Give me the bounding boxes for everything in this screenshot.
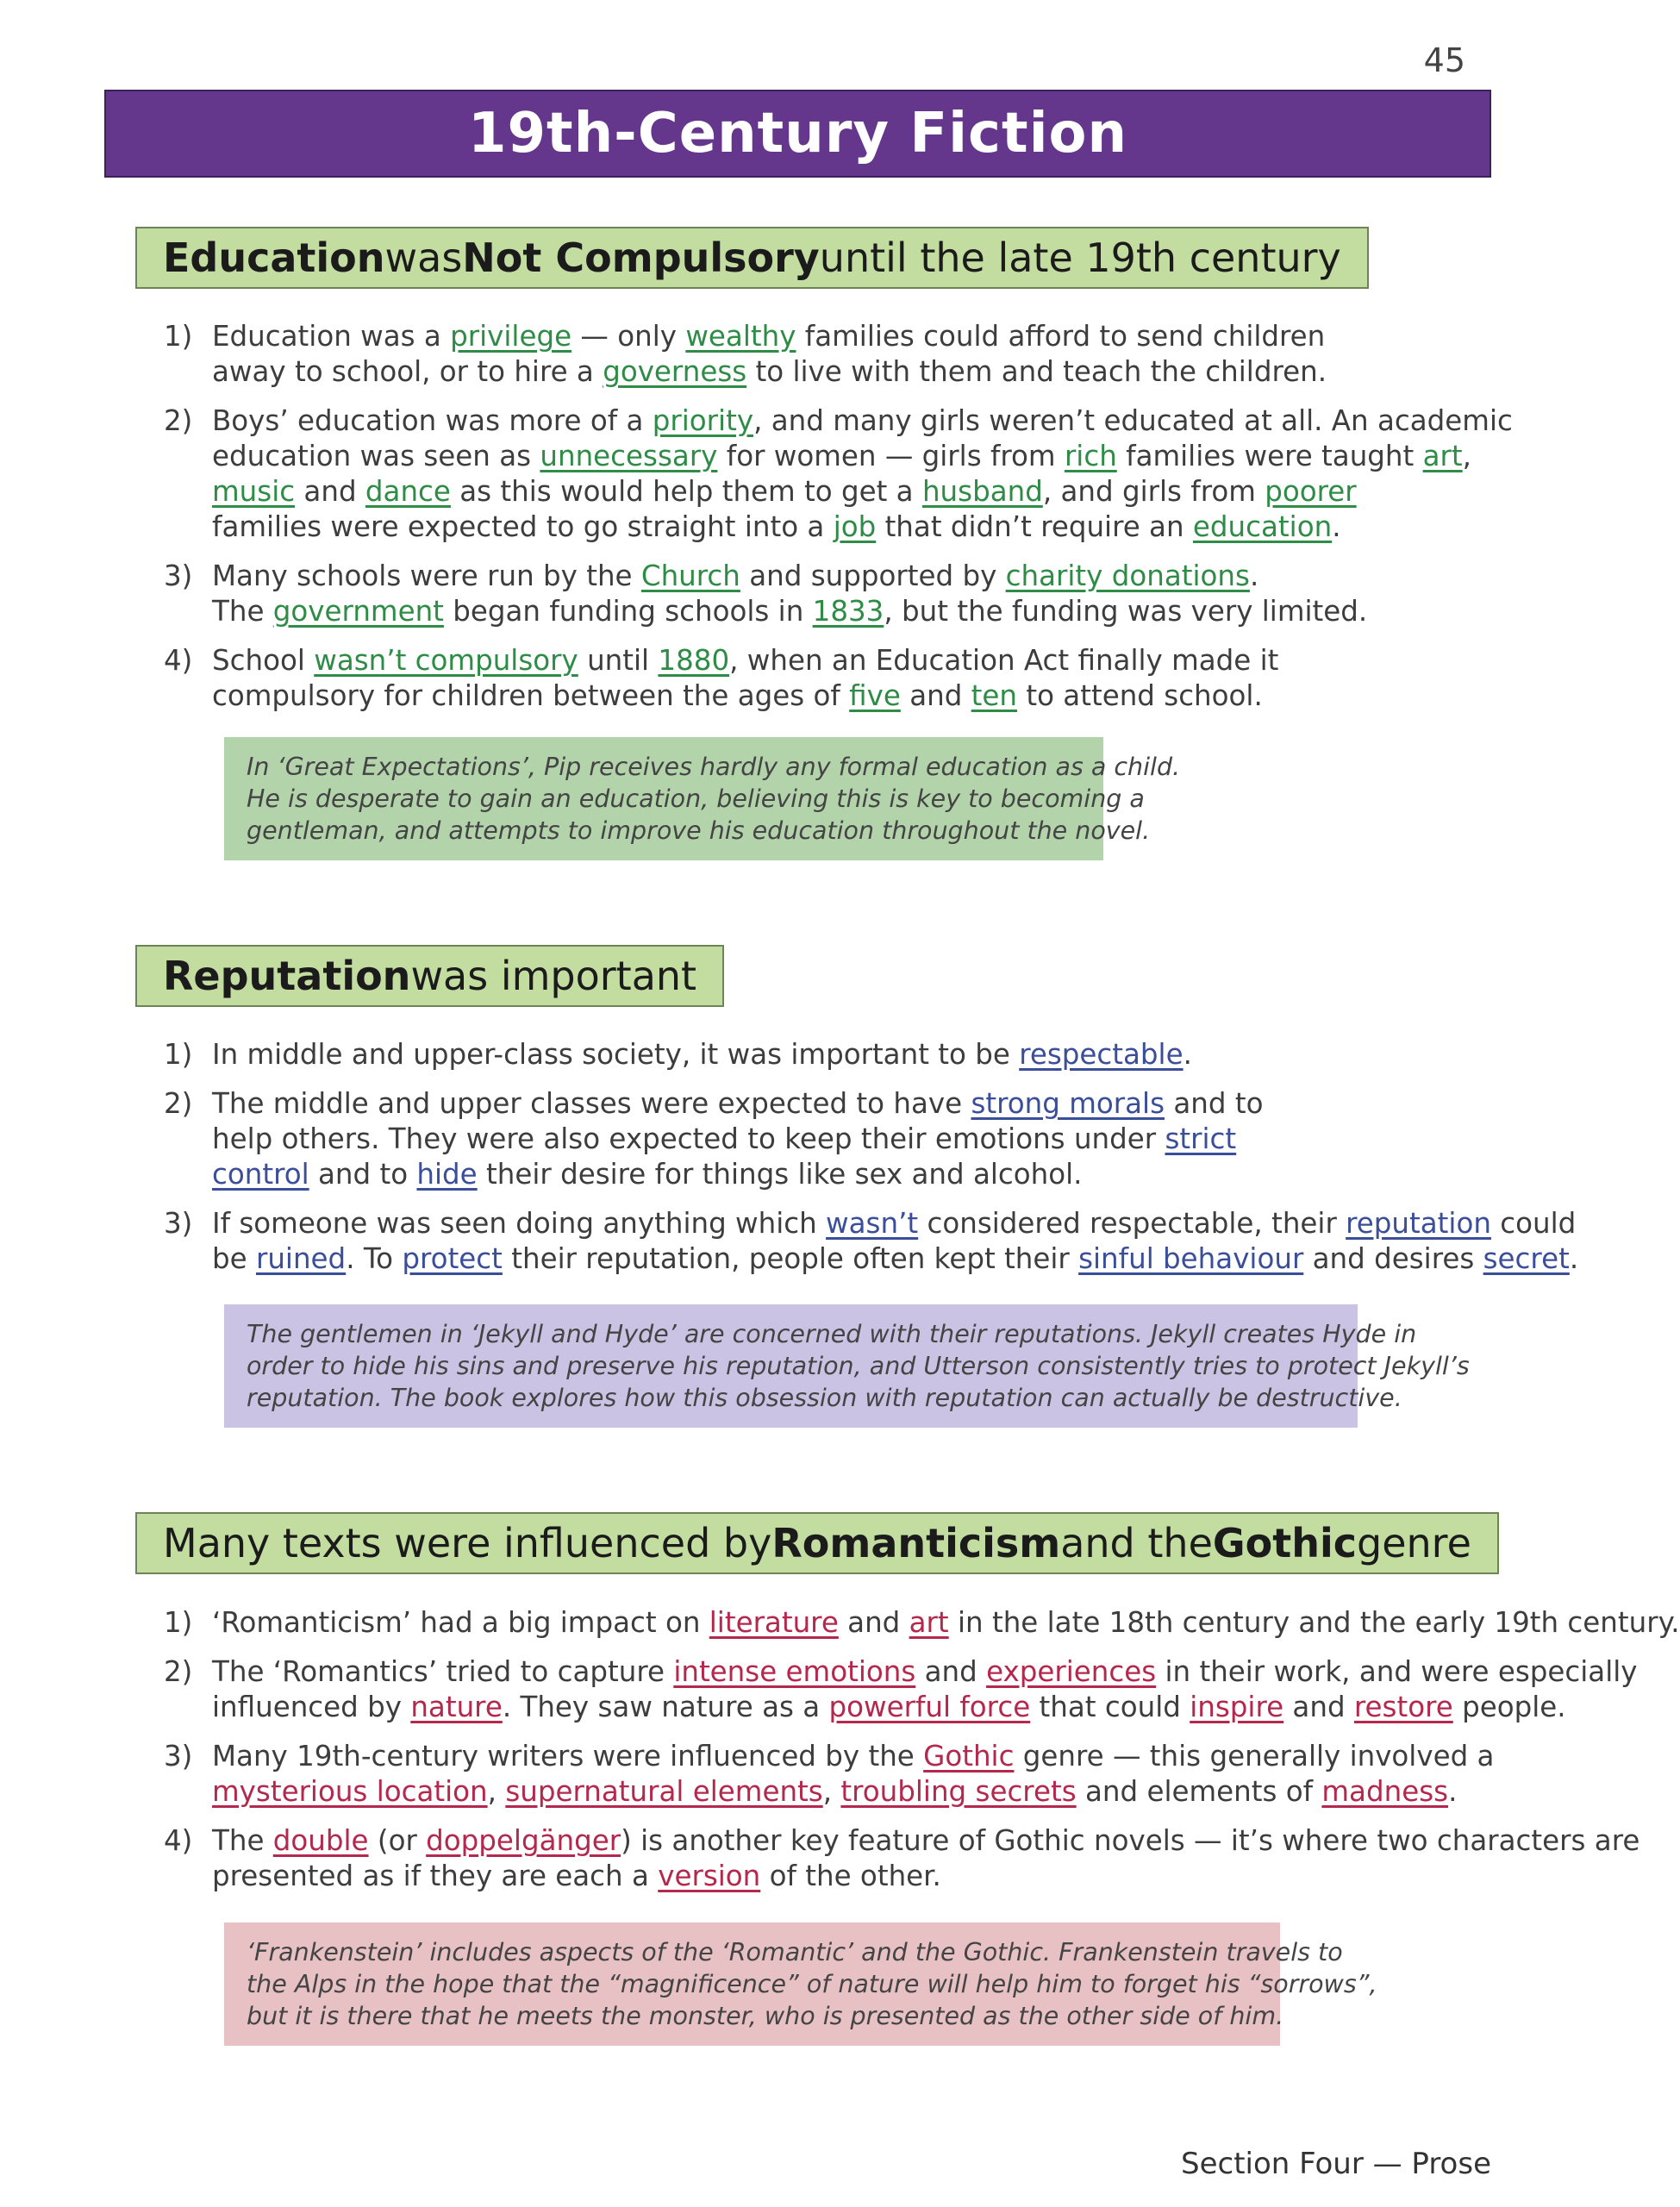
key-term: education [1192,510,1333,543]
body-text: and [1283,1691,1354,1723]
body-text: , [487,1775,506,1808]
body-text: in the late 18th century and the early 19th century. [948,1606,1680,1639]
key-term: strong morals [971,1087,1165,1120]
body-text: , but the funding was very limited. [884,595,1368,628]
key-term: music [212,475,296,508]
heading-text: Many texts were influenced by [163,1520,772,1566]
body-text: of the other. [760,1860,941,1892]
text-line [212,474,1388,510]
list-number: 3) [164,560,193,592]
body-text: Education was a [212,320,451,353]
body-text: and to [1165,1087,1264,1120]
text-line [212,678,1388,714]
key-term: doppelgänger [426,1824,621,1857]
text-line [212,594,1388,629]
key-term: nature [410,1691,503,1723]
key-term: art [1422,440,1463,472]
body-text: , and girls from [1042,475,1265,508]
note-line: In ‘Great Expectations’, Pip receives hardly any formal education as a child. [247,753,1181,781]
body-text: could [1490,1207,1577,1240]
heading-text: Education [163,234,385,281]
key-term: respectable [1019,1038,1183,1071]
list-item [164,643,1388,714]
key-term: intense emotions [673,1655,916,1688]
key-term: control [212,1158,309,1191]
key-term: supernatural elements [505,1775,823,1808]
key-term: wasn’t [826,1207,919,1240]
text-line [212,559,1388,594]
note-line: gentleman, and attempts to improve his education throughout the novel. [247,816,1151,845]
heading-text: Gothic [1212,1520,1358,1566]
footer-section-label: Section Four — Prose [1181,2147,1491,2181]
page-title: 19th-Century Fiction [467,102,1128,166]
key-term: literature [709,1606,839,1639]
key-term: poorer [1265,475,1357,508]
body-text: compulsory for children between the ages of [212,679,850,712]
body-text: ) is another key feature of Gothic novels — it’s where two characters are [621,1824,1640,1857]
text-line [212,1654,1638,1690]
body-text: people. [1452,1691,1566,1723]
body-text: education was seen as [212,440,540,472]
body-text: School [212,644,315,677]
key-term: troubling secrets [840,1775,1077,1808]
key-term: unnecessary [540,440,718,472]
key-term: ten [971,679,1018,712]
note-line: ‘Frankenstein’ includes aspects of the ‘Romantic’ and the Gothic. Frankenstein travels to [247,1938,1343,1966]
list-number: 2) [164,1655,193,1688]
list-item [164,1823,1640,1894]
key-term: strict [1165,1122,1237,1155]
body-text: The ‘Romantics’ tried to capture [212,1655,674,1688]
body-text: , when an Education Act finally made it [729,644,1279,677]
body-text: The middle and upper classes were expected to have [212,1087,971,1120]
key-term: 1880 [658,644,730,677]
key-term: ruined [255,1242,347,1275]
list-item [164,1086,1440,1192]
body-text: families were expected to go straight into a [212,510,834,543]
key-term: wasn’t compulsory [314,644,578,677]
list-item [164,403,1513,545]
key-term: 1833 [812,595,884,628]
body-text: , and many girls weren’t educated at all. An academic [753,404,1513,437]
list-number: 2) [164,404,193,437]
note-line: the Alps in the hope that the “magnificence” of nature will help him to forget his “sorrows”, [247,1970,1377,1998]
key-term: double [272,1824,369,1857]
text-line [212,439,1471,474]
text-line [212,1859,1508,1894]
education-points [164,319,1513,728]
key-term: priority [652,404,754,437]
heading-text: Not Compulsory [462,234,820,281]
section-heading-education [135,227,1369,289]
list-number: 4) [164,1824,193,1857]
note-frankenstein [224,1923,1377,2046]
body-text: families were taught [1116,440,1423,472]
list-item [164,1654,1638,1725]
heading-text: genre [1357,1520,1471,1566]
body-text: in their work, and were especially [1156,1655,1638,1688]
text-line [212,1605,1680,1641]
body-text: and elements of [1076,1775,1322,1808]
text-line [212,643,1388,678]
key-term: version [658,1860,761,1892]
body-text: began funding schools in [443,595,813,628]
body-text: The [212,1824,273,1857]
key-term: husband [921,475,1043,508]
body-text: be [212,1242,256,1275]
heading-text: was important [410,953,697,999]
title-banner [104,90,1491,178]
key-term: secret [1483,1242,1570,1275]
note-line: order to hide his sins and preserve his reputation, and Utterson consistently tries to protect Jekyll’s [247,1352,1470,1380]
body-text: for women — girls from [717,440,1065,472]
body-text: help others. They were also expected to keep their emotions under [212,1122,1165,1155]
section-heading-reputation [135,945,724,1007]
body-text: influenced by [212,1691,411,1723]
body-text: Boys’ education was more of a [212,404,653,437]
text-line [212,1086,1440,1122]
body-text: and desires [1303,1242,1483,1275]
key-term: charity donations [1005,560,1250,592]
list-item [164,1739,1508,1810]
body-text: The [212,595,273,628]
text-line [212,1157,1440,1192]
body-text: , [1462,440,1471,472]
key-term: inspire [1190,1691,1284,1723]
body-text: . To [346,1242,403,1275]
note-line: The gentlemen in ‘Jekyll and Hyde’ are concerned with their reputations. Jekyll creates Hyde in [247,1320,1417,1348]
body-text: . [1249,560,1259,592]
key-term: dance [365,475,451,508]
key-term: restore [1353,1691,1453,1723]
list-number: 1) [164,320,193,353]
text-line [212,1037,1440,1072]
list-number: 4) [164,644,193,677]
key-term: Church [640,560,740,592]
key-term: reputation [1346,1207,1491,1240]
reputation-points [164,1037,1579,1291]
key-term: five [849,679,901,712]
body-text: . [1569,1242,1579,1275]
note-line: reputation. The book explores how this obsession with reputation can actually be destructive. [247,1384,1402,1412]
body-text: that didn’t require an [876,510,1193,543]
list-item [164,1206,1579,1277]
note-line: He is desperate to gain an education, believing this is key to becoming a [247,785,1145,813]
key-term: rich [1064,440,1117,472]
heading-text: until the late 19th century [819,234,1341,281]
key-term: Gothic [923,1740,1015,1772]
text-line [212,1739,1508,1774]
text-line [212,1823,1640,1859]
body-text: to attend school. [1017,679,1263,712]
body-text: . [1183,1038,1192,1071]
heading-text: and the [1060,1520,1213,1566]
text-line [212,319,1388,354]
heading-text: Reputation [163,953,411,999]
key-term: governess [603,355,747,388]
body-text: . [1332,510,1341,543]
body-text: as this would help them to get a [450,475,922,508]
list-number: 1) [164,1606,193,1639]
text-line [212,1122,1440,1157]
list-number: 3) [164,1740,193,1772]
heading-text: Romanticism [771,1520,1061,1566]
list-item [164,319,1388,390]
key-term: wealthy [685,320,796,353]
body-text: families could afford to send children [796,320,1326,353]
text-line [212,510,1388,545]
text-line [212,1241,1579,1277]
body-text: and [838,1606,909,1639]
key-term: madness [1321,1775,1449,1808]
body-text: genre — this generally involved a [1014,1740,1495,1772]
body-text: considered respectable, their [918,1207,1346,1240]
body-text: that could [1030,1691,1190,1723]
body-text: away to school, or to hire a [212,355,603,388]
text-line [212,354,1388,390]
text-line [212,1774,1508,1810]
list-item [164,1605,1680,1641]
body-text: In middle and upper-class society, it was important to be [212,1038,1020,1071]
text-line [212,403,1513,439]
key-term: job [833,510,877,543]
body-text: and [900,679,971,712]
body-text: and to [309,1158,417,1191]
list-item [164,1037,1440,1072]
body-text: Many schools were run by the [212,560,641,592]
page-number: 45 [1423,41,1465,79]
note-great-expectations [224,737,1181,860]
body-text: and [295,475,365,508]
body-text: to live with them and teach the children. [746,355,1327,388]
list-item [164,559,1388,629]
note-line: but it is there that he meets the monster, who is presented as the other side of him. [247,2002,1284,2030]
note-jekyll-hyde [224,1304,1470,1428]
key-term: protect [402,1242,503,1275]
body-text: presented as if they are each a [212,1860,659,1892]
key-term: government [272,595,444,628]
body-text: their reputation, people often kept their [502,1242,1079,1275]
list-number: 2) [164,1087,193,1120]
text-line [212,1206,1577,1241]
body-text: . [1448,1775,1458,1808]
body-text: (or [368,1824,427,1857]
body-text: — only [571,320,686,353]
text-line [212,1690,1566,1725]
key-term: art [909,1606,949,1639]
key-term: powerful force [828,1691,1031,1723]
body-text: Many 19th-century writers were influenced by the [212,1740,924,1772]
body-text: If someone was seen doing anything which [212,1207,827,1240]
romanticism-points [164,1605,1680,1908]
heading-text: was [384,234,463,281]
key-term: mysterious location [212,1775,488,1808]
key-term: hide [416,1158,478,1191]
key-term: sinful behaviour [1078,1242,1304,1275]
body-text: and supported by [740,560,1006,592]
key-term: privilege [450,320,572,353]
section-heading-romanticism [135,1512,1499,1574]
list-number: 1) [164,1038,193,1071]
body-text: , [822,1775,841,1808]
body-text: and [915,1655,987,1688]
body-text: until [578,644,659,677]
list-number: 3) [164,1207,193,1240]
body-text: . They saw nature as a [502,1691,829,1723]
key-term: experiences [986,1655,1157,1688]
body-text: their desire for things like sex and alcohol. [477,1158,1083,1191]
body-text: ‘Romanticism’ had a big impact on [212,1606,709,1639]
